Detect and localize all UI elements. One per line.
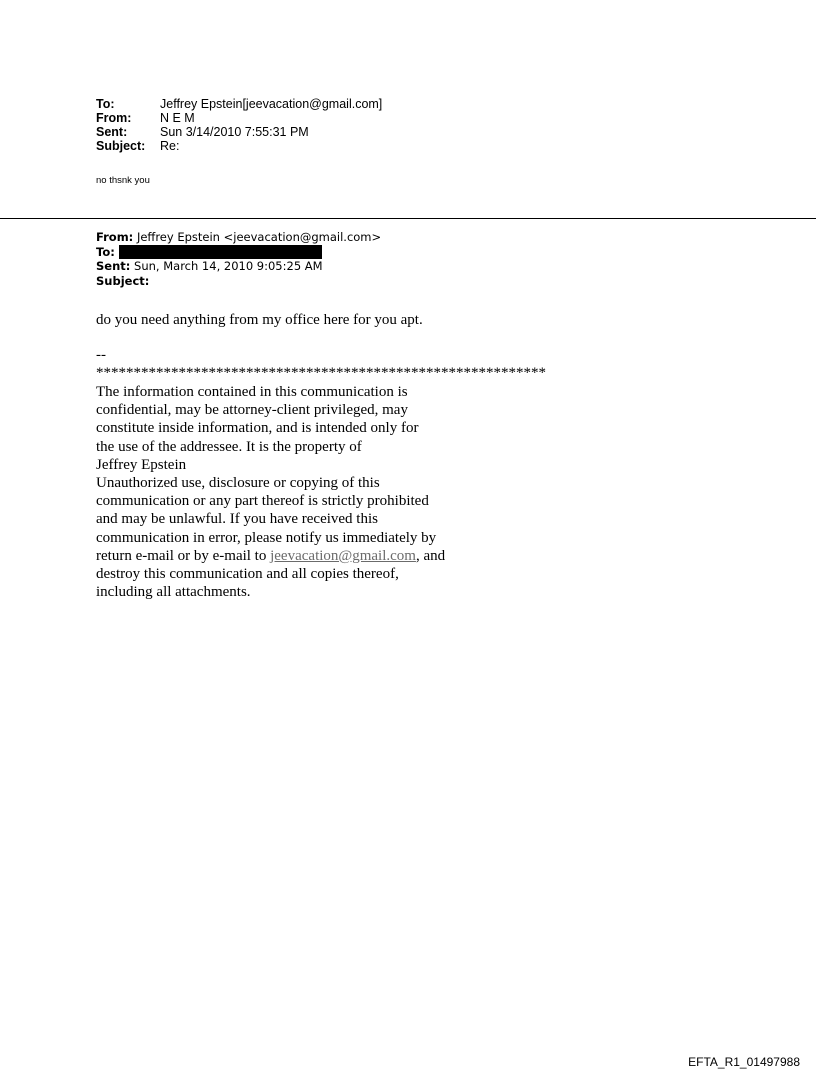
original-subject-row: [96, 274, 381, 289]
subject-value: Re:: [160, 139, 180, 153]
disclaimer-line: communication in error, please notify us immediately by: [96, 529, 437, 546]
original-body-text: do you need anything from my office here for you apt.: [96, 312, 423, 328]
sent-label: Sent:: [96, 125, 128, 139]
document-id: EFTA_R1_01497988: [688, 1055, 800, 1069]
original-to-label: To:: [96, 244, 115, 259]
disclaimer-line: Jeffrey Epstein: [96, 456, 187, 473]
original-from-row: [96, 230, 381, 245]
original-sent-row: [96, 259, 381, 274]
return-line-prefix: return e-mail or by e-mail to: [96, 547, 271, 564]
to-label: To:: [96, 97, 115, 111]
reply-body-text: no thsnk you: [96, 175, 150, 186]
original-to-row: [96, 245, 381, 260]
to-row: [96, 97, 382, 111]
redaction-bar: [119, 245, 322, 259]
sent-row: [96, 125, 382, 139]
original-sent-value: Sun, March 14, 2010 9:05:25 AM: [134, 259, 323, 273]
original-email-header: [96, 230, 381, 288]
reply-email-header: [96, 97, 382, 153]
disclaimer-line: The information contained in this communication is: [96, 384, 408, 400]
original-sent-label: Sent:: [96, 259, 131, 273]
original-subject-label: Subject:: [96, 273, 150, 288]
disclaimer-line: communication or any part thereof is strictly prohibited: [96, 493, 429, 510]
original-from-label: From:: [96, 230, 134, 244]
return-line-suffix: , and: [415, 547, 446, 564]
confidentiality-disclaimer: [96, 383, 445, 601]
from-label: From:: [96, 111, 132, 125]
disclaimer-return-line: [96, 547, 445, 565]
disclaimer-line: constitute inside information, and is intended only for: [96, 420, 419, 437]
disclaimer-line: destroy this communication and all copies thereof,: [96, 566, 399, 583]
signature-separator: --: [96, 347, 106, 363]
disclaimer-line: confidential, may be attorney-client privileged, may: [96, 402, 408, 419]
signature-stars: ************************************************************: [96, 365, 546, 381]
to-value: Jeffrey Epstein[jeevacation@gmail.com]: [160, 97, 383, 111]
email-link[interactable]: jeevacation@gmail.com: [270, 547, 416, 564]
from-row: [96, 111, 382, 125]
message-divider: [0, 218, 816, 219]
from-value: N E M: [160, 111, 195, 125]
disclaimer-line: the use of the addressee. It is the property of: [96, 438, 362, 455]
disclaimer-line: including all attachments.: [96, 584, 251, 601]
original-from-value: Jeffrey Epstein <jeevacation@gmail.com>: [136, 230, 382, 244]
subject-label: Subject:: [96, 139, 146, 153]
disclaimer-line: Unauthorized use, disclosure or copying of this: [96, 475, 380, 492]
disclaimer-line: and may be unlawful. If you have received this: [96, 511, 378, 528]
subject-row: [96, 139, 382, 153]
sent-value: Sun 3/14/2010 7:55:31 PM: [160, 125, 309, 139]
